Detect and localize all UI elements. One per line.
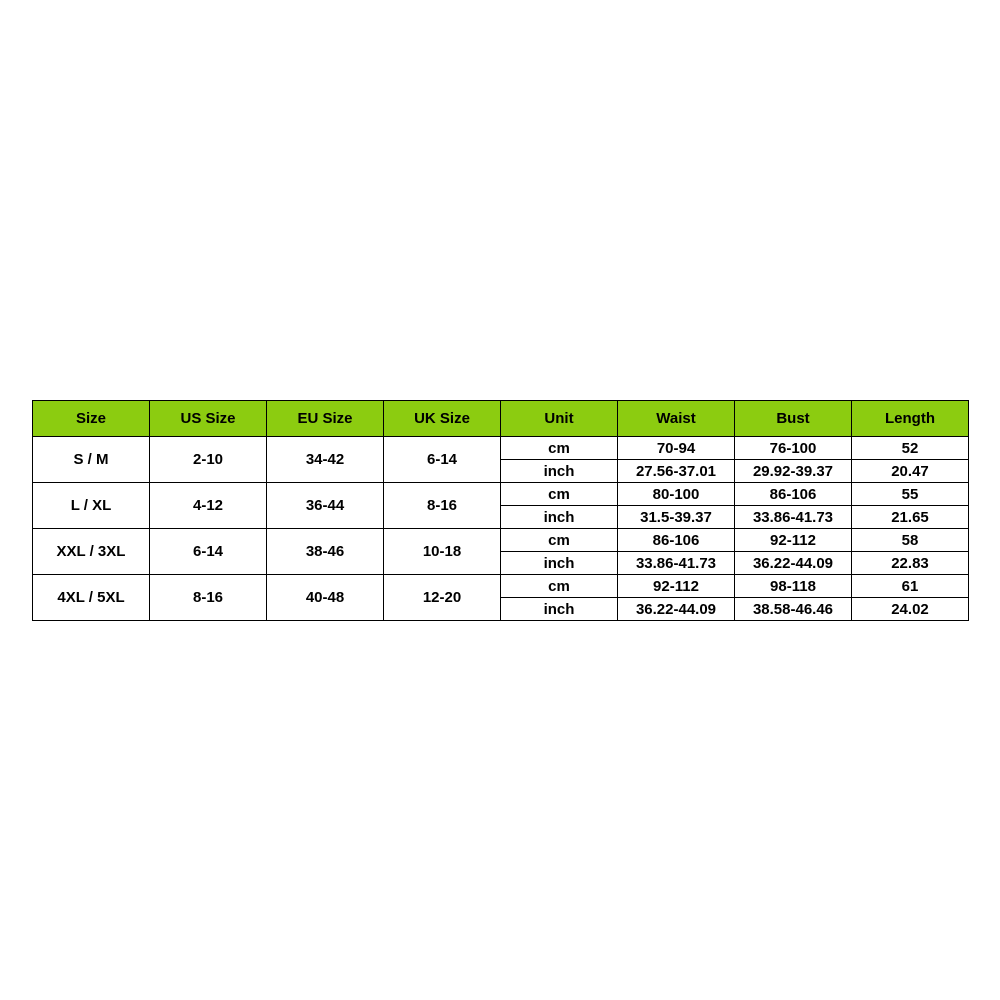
unit-cell: cm bbox=[501, 437, 618, 460]
header-row bbox=[33, 401, 969, 437]
size-cell: XXL / 3XL bbox=[33, 529, 150, 575]
header-unit: Unit bbox=[501, 401, 618, 437]
us-size-cell: 8-16 bbox=[150, 575, 267, 621]
header-waist: Waist bbox=[618, 401, 735, 437]
bust-cell: 86-106 bbox=[735, 483, 852, 506]
uk-size-cell: 12-20 bbox=[384, 575, 501, 621]
bust-cell: 98-118 bbox=[735, 575, 852, 598]
table-row bbox=[33, 483, 969, 506]
bust-cell: 38.58-46.46 bbox=[735, 598, 852, 621]
header-us-size: US Size bbox=[150, 401, 267, 437]
eu-size-cell: 34-42 bbox=[267, 437, 384, 483]
eu-size-cell: 40-48 bbox=[267, 575, 384, 621]
bust-cell: 92-112 bbox=[735, 529, 852, 552]
unit-cell: cm bbox=[501, 529, 618, 552]
waist-cell: 80-100 bbox=[618, 483, 735, 506]
uk-size-cell: 10-18 bbox=[384, 529, 501, 575]
unit-cell: inch bbox=[501, 598, 618, 621]
waist-cell: 86-106 bbox=[618, 529, 735, 552]
size-cell: L / XL bbox=[33, 483, 150, 529]
us-size-cell: 2-10 bbox=[150, 437, 267, 483]
table-row bbox=[33, 437, 969, 460]
bust-cell: 76-100 bbox=[735, 437, 852, 460]
uk-size-cell: 8-16 bbox=[384, 483, 501, 529]
waist-cell: 70-94 bbox=[618, 437, 735, 460]
size-cell: 4XL / 5XL bbox=[33, 575, 150, 621]
unit-cell: inch bbox=[501, 460, 618, 483]
waist-cell: 92-112 bbox=[618, 575, 735, 598]
length-cell: 20.47 bbox=[852, 460, 969, 483]
header-uk-size: UK Size bbox=[384, 401, 501, 437]
table-row bbox=[33, 575, 969, 598]
size-cell: S / M bbox=[33, 437, 150, 483]
waist-cell: 36.22-44.09 bbox=[618, 598, 735, 621]
length-cell: 22.83 bbox=[852, 552, 969, 575]
length-cell: 21.65 bbox=[852, 506, 969, 529]
waist-cell: 31.5-39.37 bbox=[618, 506, 735, 529]
bust-cell: 29.92-39.37 bbox=[735, 460, 852, 483]
bust-cell: 33.86-41.73 bbox=[735, 506, 852, 529]
table-header bbox=[33, 401, 969, 437]
us-size-cell: 6-14 bbox=[150, 529, 267, 575]
bust-cell: 36.22-44.09 bbox=[735, 552, 852, 575]
table-body bbox=[33, 437, 969, 621]
unit-cell: inch bbox=[501, 506, 618, 529]
header-bust: Bust bbox=[735, 401, 852, 437]
header-length: Length bbox=[852, 401, 969, 437]
waist-cell: 27.56-37.01 bbox=[618, 460, 735, 483]
length-cell: 61 bbox=[852, 575, 969, 598]
length-cell: 58 bbox=[852, 529, 969, 552]
unit-cell: cm bbox=[501, 483, 618, 506]
eu-size-cell: 36-44 bbox=[267, 483, 384, 529]
length-cell: 55 bbox=[852, 483, 969, 506]
length-cell: 52 bbox=[852, 437, 969, 460]
eu-size-cell: 38-46 bbox=[267, 529, 384, 575]
uk-size-cell: 6-14 bbox=[384, 437, 501, 483]
length-cell: 24.02 bbox=[852, 598, 969, 621]
header-size: Size bbox=[33, 401, 150, 437]
us-size-cell: 4-12 bbox=[150, 483, 267, 529]
header-eu-size: EU Size bbox=[267, 401, 384, 437]
unit-cell: cm bbox=[501, 575, 618, 598]
table-row bbox=[33, 529, 969, 552]
waist-cell: 33.86-41.73 bbox=[618, 552, 735, 575]
unit-cell: inch bbox=[501, 552, 618, 575]
size-chart-table bbox=[32, 400, 969, 621]
